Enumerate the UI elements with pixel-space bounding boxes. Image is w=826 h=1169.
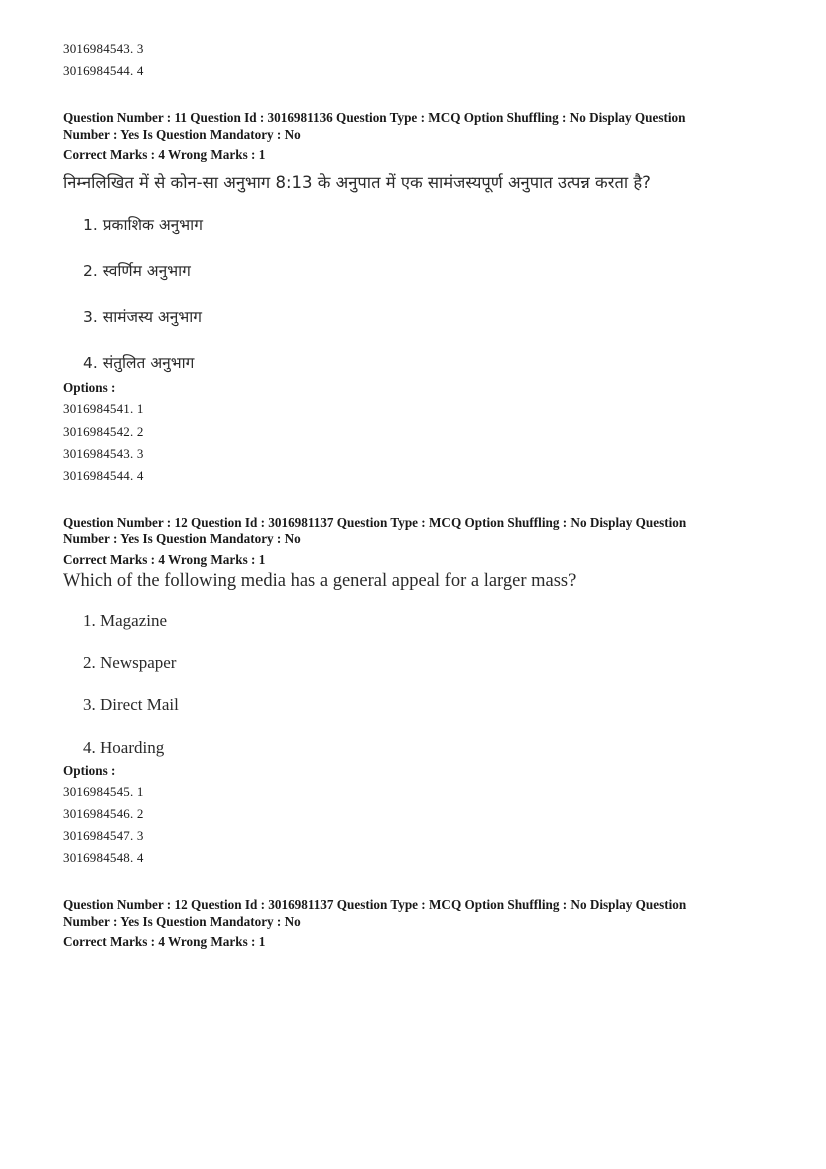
answer-choice: 3. Direct Mail: [83, 695, 179, 714]
option-line: 3016984548. 4: [63, 850, 144, 865]
option-line: 3016984547. 3: [63, 828, 144, 843]
question-text: निम्नलिखित में से कोन-सा अनुभाग 8:13 के अनुपात में एक सामंजस्यपूर्ण अनुपात उत्पन्न करता है?: [63, 173, 651, 192]
question-meta-line: Number : Yes Is Question Mandatory : No: [63, 127, 301, 142]
question-meta-line: Question Number : 12 Question Id : 3016981137 Question Type : MCQ Option Shuffling : No Display Question: [63, 897, 687, 912]
question-marks-line: Correct Marks : 4 Wrong Marks : 1: [63, 147, 266, 162]
option-line: 3016984541. 1: [63, 401, 144, 416]
answer-choice: 1. प्रकाशिक अनुभाग: [83, 216, 203, 234]
question-meta-line: Question Number : 12 Question Id : 3016981137 Question Type : MCQ Option Shuffling : No Display Question: [63, 515, 687, 530]
option-line: 3016984542. 2: [63, 424, 144, 439]
question-meta-line: Number : Yes Is Question Mandatory : No: [63, 531, 301, 546]
options-label: Options :: [63, 763, 116, 778]
answer-choice: 3. सामंजस्य अनुभाग: [83, 308, 203, 326]
answer-choice: 2. Newspaper: [83, 653, 177, 672]
answer-choice: 4. Hoarding: [83, 738, 165, 757]
options-label: Options :: [63, 380, 116, 395]
question-marks-line: Correct Marks : 4 Wrong Marks : 1: [63, 934, 266, 949]
option-line: 3016984546. 2: [63, 806, 144, 821]
question-meta-line: Question Number : 11 Question Id : 3016981136 Question Type : MCQ Option Shuffling : No Display Question: [63, 110, 686, 125]
option-line: 3016984544. 4: [63, 468, 144, 483]
option-line: 3016984545. 1: [63, 784, 144, 799]
answer-choice: 1. Magazine: [83, 611, 168, 630]
question-marks-line: Correct Marks : 4 Wrong Marks : 1: [63, 552, 266, 567]
option-line: 3016984543. 3: [63, 41, 144, 56]
answer-choice: 4. संतुलित अनुभाग: [83, 354, 195, 372]
answer-choice: 2. स्वर्णिम अनुभाग: [83, 262, 191, 280]
question-meta-line: Number : Yes Is Question Mandatory : No: [63, 914, 301, 929]
option-line: 3016984543. 3: [63, 446, 144, 461]
question-text: Which of the following media has a general appeal for a larger mass?: [63, 571, 577, 591]
option-line: 3016984544. 4: [63, 63, 144, 78]
